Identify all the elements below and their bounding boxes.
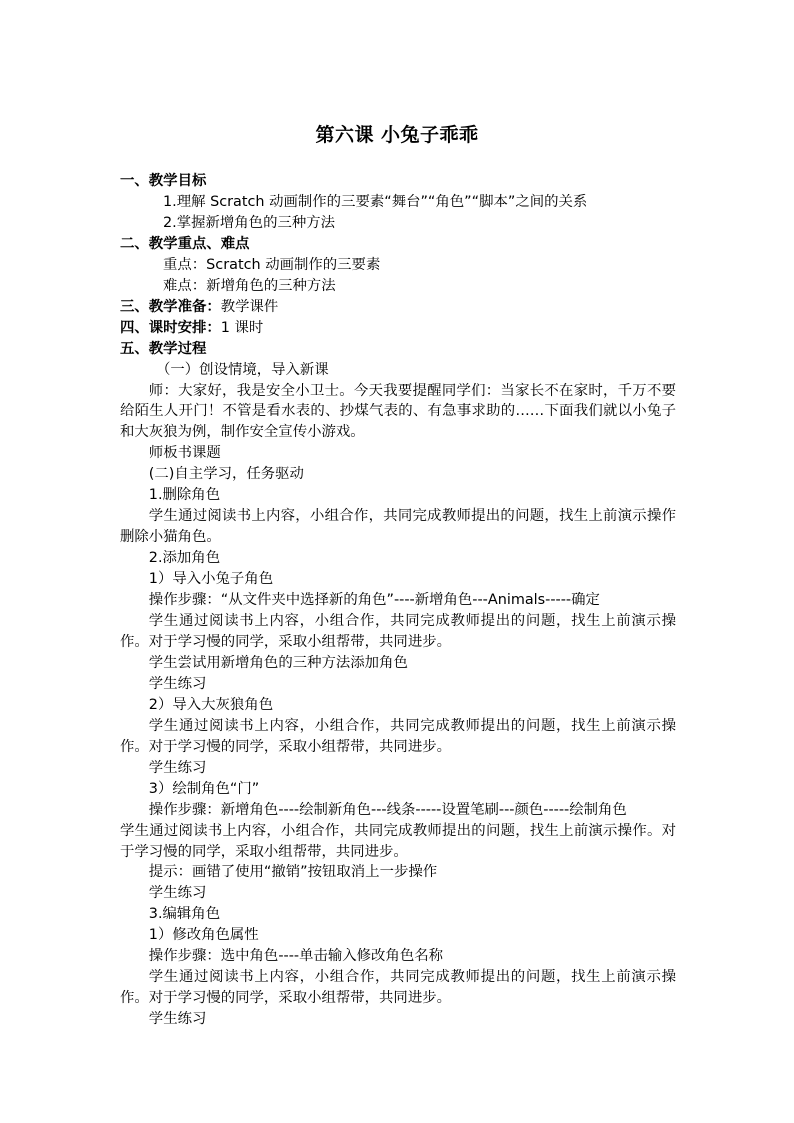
paragraph: 1.理解 Scratch 动画制作的三要素“舞台”“角色”“脚本”之间的关系 xyxy=(163,193,588,210)
document-body xyxy=(120,171,676,1030)
paragraph: 学生通过阅读书上内容，小组合作，共同完成教师提出的问题，找生上前演示操作。对于学习慢的同学，采取小组帮带，共同进步。 xyxy=(120,613,676,650)
section-value: 1 课时 xyxy=(220,319,264,336)
section-heading: 一、教学目标 xyxy=(120,173,207,189)
section-value: 教学课件 xyxy=(220,298,279,315)
paragraph: 师：大家好，我是安全小卫士。今天我要提醒同学们：当家长不在家时，千万不要给陌生人开门！不管是看水表的、抄煤气表的、有急事求助的……下面我们就以小兔子和大灰狼为例，制作安全宣传小游戏。 xyxy=(120,382,676,441)
paragraph: 提示：画错了使用“撤销”按钮取消上一步操作 xyxy=(148,864,438,881)
paragraph: 学生练习 xyxy=(148,1011,207,1028)
step-subheading: 2）导入大灰狼角色 xyxy=(148,696,274,713)
paragraph: 难点：新增角色的三种方法 xyxy=(163,277,336,294)
paragraph: 重点：Scratch 动画制作的三要素 xyxy=(163,256,381,273)
step-subheading: 1）修改角色属性 xyxy=(148,927,259,944)
subsection-heading: (二)自主学习，任务驱动 xyxy=(148,466,304,483)
paragraph: 操作步骤：选中角色----单击输入修改角色名称 xyxy=(148,948,443,965)
document-title: 第六课 小兔子乖乖 xyxy=(315,124,479,146)
step-heading: 1.删除角色 xyxy=(148,487,221,504)
paragraph: 学生练习 xyxy=(148,885,207,902)
step-subheading: 3）绘制角色“门” xyxy=(148,780,260,797)
paragraph: 2.掌握新增角色的三种方法 xyxy=(163,214,336,231)
paragraph: 学生通过阅读书上内容，小组合作，共同完成教师提出的问题，找生上前演示操作。对于学习慢的同学，采取小组帮带，共同进步。 xyxy=(120,717,676,755)
step-subheading: 1）导入小兔子角色 xyxy=(148,571,274,588)
section-heading: 三、教学准备： xyxy=(120,298,221,315)
paragraph: 学生尝试用新增角色的三种方法添加角色 xyxy=(148,654,408,671)
section-heading: 二、教学重点、难点 xyxy=(120,235,250,252)
section-heading: 五、教学过程 xyxy=(120,340,207,357)
step-heading: 2.添加角色 xyxy=(148,550,221,567)
paragraph: 操作步骤：新增角色----绘制新角色---线条-----设置笔刷---颜色-----绘制角色 xyxy=(148,801,627,818)
paragraph: 学生练习 xyxy=(148,759,207,776)
paragraph: 操作步骤：“从文件夹中选择新的角色”----新增角色---Animals-----确定 xyxy=(148,592,600,609)
paragraph: 学生通过阅读书上内容，小组合作，共同完成教师提出的问题，找生上前演示操作删除小猫角色。 xyxy=(120,508,676,546)
paragraph: 学生通过阅读书上内容，小组合作，共同完成教师提出的问题，找生上前演示操作。对于学习慢的同学，采取小组帮带，共同进步。 xyxy=(120,822,676,860)
section-line xyxy=(120,297,676,318)
paragraph: 师板书课题 xyxy=(148,445,221,462)
paragraph: 学生通过阅读书上内容，小组合作，共同完成教师提出的问题，找生上前演示操作。对于学习慢的同学，采取小组帮带，共同进步。 xyxy=(120,969,676,1007)
section-heading: 四、课时安排： xyxy=(120,319,221,336)
step-heading: 3.编辑角色 xyxy=(148,906,221,923)
section-line xyxy=(120,318,676,339)
subsection-heading: （一）创设情境，导入新课 xyxy=(156,361,329,378)
paragraph: 学生练习 xyxy=(148,675,207,692)
